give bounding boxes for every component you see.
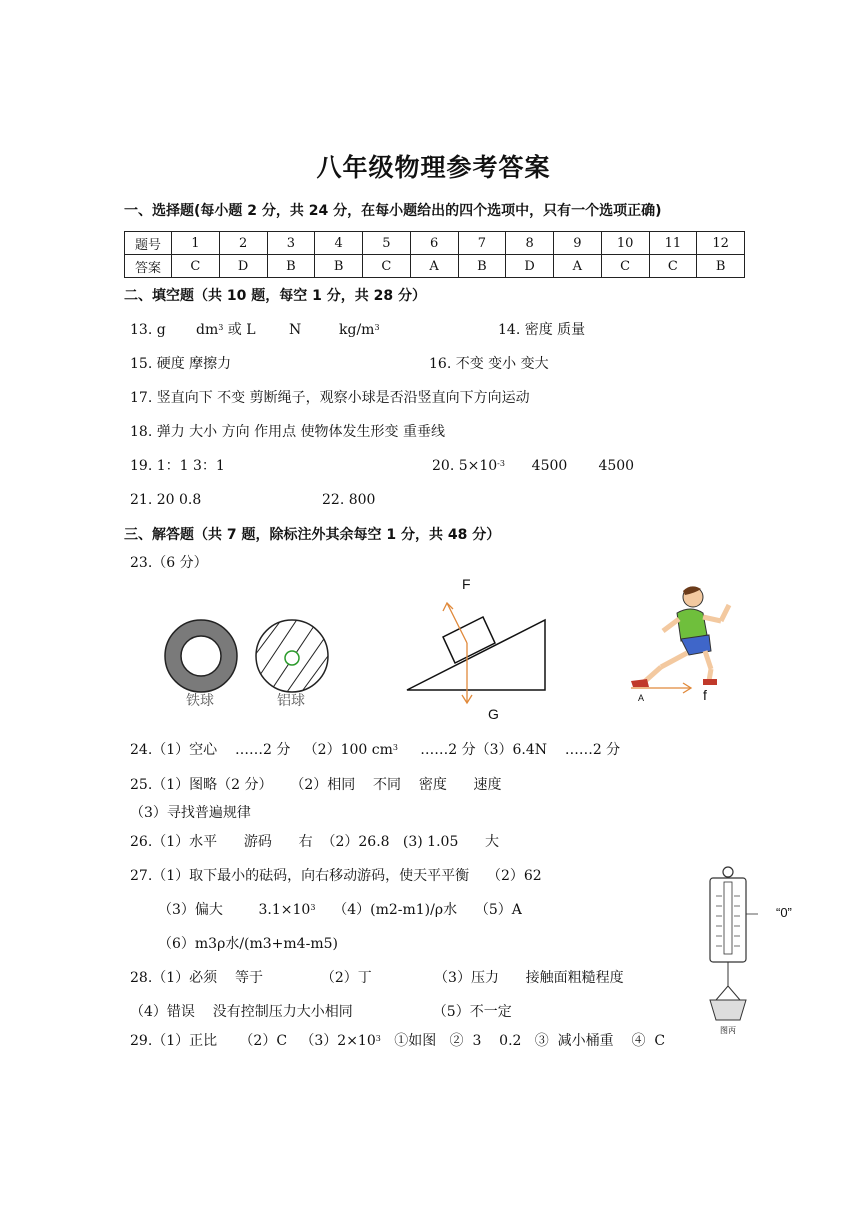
answer-26: 26.（1）水平 游码 右 （2）26.8 (3) 1.05 大 [130,834,500,850]
table-cell: C [363,255,411,278]
answer-13-a4: $kg/m^3$ [339,322,380,338]
spring-scale-diagram [702,862,762,1032]
table-cell: 10 [601,232,649,255]
answer-13-a2: $dm^3$ 或 L [196,322,256,338]
table-cell: B [267,255,315,278]
answer-18: 18. 弹力 大小 方向 作用点 使物体发生形变 重垂线 [130,424,445,440]
answer-29: 29.（1）正比 （2）C $(3)2\times 10^3$ ①如图 ② 3 0.2 ③ 减小桶重 ④ C [130,1033,666,1049]
table-cell: 6 [410,232,458,255]
answer-28-part2: （4）错误 没有控制压力大小相同 （5）不一定 [130,1004,512,1020]
table-cell: A [410,255,458,278]
table-cell: C [172,255,220,278]
runner-diagram [625,583,740,703]
section2-heading: 二、填空题（共 10 题，每空 1 分，共 28 分） [124,288,426,304]
answer-25-part1: 25.（1）图略（2 分） （2）相同 不同 密度 速度 [130,777,502,793]
incline-diagram [405,595,550,715]
friction-label: f [703,687,707,703]
force-g-label: G [488,706,499,722]
section1-heading: 一、选择题(每小题 2 分，共 24 分，在每小题给出的四个选项中，只有一个选项正确) [124,203,662,219]
table-cell: 1 [172,232,220,255]
answer-28-part1: 28.（1）必须 等于 （2）丁 （3）压力 接触面粗糙程度 [130,970,624,986]
table-cell: 9 [554,232,602,255]
answer-27-part3: （6）m3ρ水/(m3+m4-m5) [158,936,338,952]
answer-13-a1: 13. g [130,322,166,338]
answer-17: 17. 竖直向下 不变 剪断绳子，观察小球是否沿竖直向下方向运动 [130,390,530,406]
answer-21: 21. 20 0.8 [130,492,202,508]
table-cell: 4 [315,232,363,255]
table-cell: D [506,255,554,278]
point-a-label: A [638,693,645,703]
answer-16: 16. 不变 变小 变大 [429,356,549,372]
answer-13-a3: N [289,322,302,338]
iron-ball-label: 铁球 [186,692,214,708]
table-cell: 8 [506,232,554,255]
table-cell: B [458,255,506,278]
answer-25-part2: （3）寻找普遍规律 [130,805,251,821]
answer-27-part2: （3）偏大 $3.1\times 10^3$ （4）(m2-m1)/ρ水 （5）A [158,902,522,918]
answer-20: 20. $5\times 10^{-3}$ 4500 4500 [432,458,635,474]
table-row-answers [125,255,745,278]
answer-24: 24.（1）空心 ……2 分 （2）100 $cm^3$ ……2 分（3）6.4N ……2 分 [130,742,621,758]
block-icon [443,617,495,663]
section3-heading: 三、解答题（共 7 题，除标注外其余每空 1 分，共 48 分） [124,527,501,543]
table-cell: C [601,255,649,278]
table-cell: B [315,255,363,278]
table-cell: A [554,255,602,278]
table-cell: 5 [363,232,411,255]
answer-table [124,231,745,278]
force-f-label: F [462,576,471,592]
answer-14: 14. 密度 质量 [498,322,586,338]
answer-23-label: 23.（6 分） [130,555,208,571]
table-cell: 12 [697,232,745,255]
table-cell: 11 [649,232,697,255]
scale-caption: 图丙 [720,1026,736,1035]
answer-22: 22. 800 [322,492,376,508]
table-cell: C [649,255,697,278]
aluminum-ball-label: 铝球 [277,692,305,708]
table-cell: 3 [267,232,315,255]
answer-19: 19. 1：1 3：1 [130,458,225,474]
table-cell: 2 [219,232,267,255]
table-cell: D [219,255,267,278]
table-header-answer: 答案 [125,255,172,278]
answer-15: 15. 硬度 摩擦力 [130,356,232,372]
table-cell: 7 [458,232,506,255]
table-header-number: 题号 [125,232,172,255]
page-title: 八年级物理参考答案 [316,153,551,182]
answer-27-part1: 27.（1）取下最小的砝码，向右移动游码，使天平平衡 （2）62 [130,868,542,884]
scale-zero-label: “0” [776,905,792,920]
table-row-numbers [125,232,745,255]
table-cell: B [697,255,745,278]
